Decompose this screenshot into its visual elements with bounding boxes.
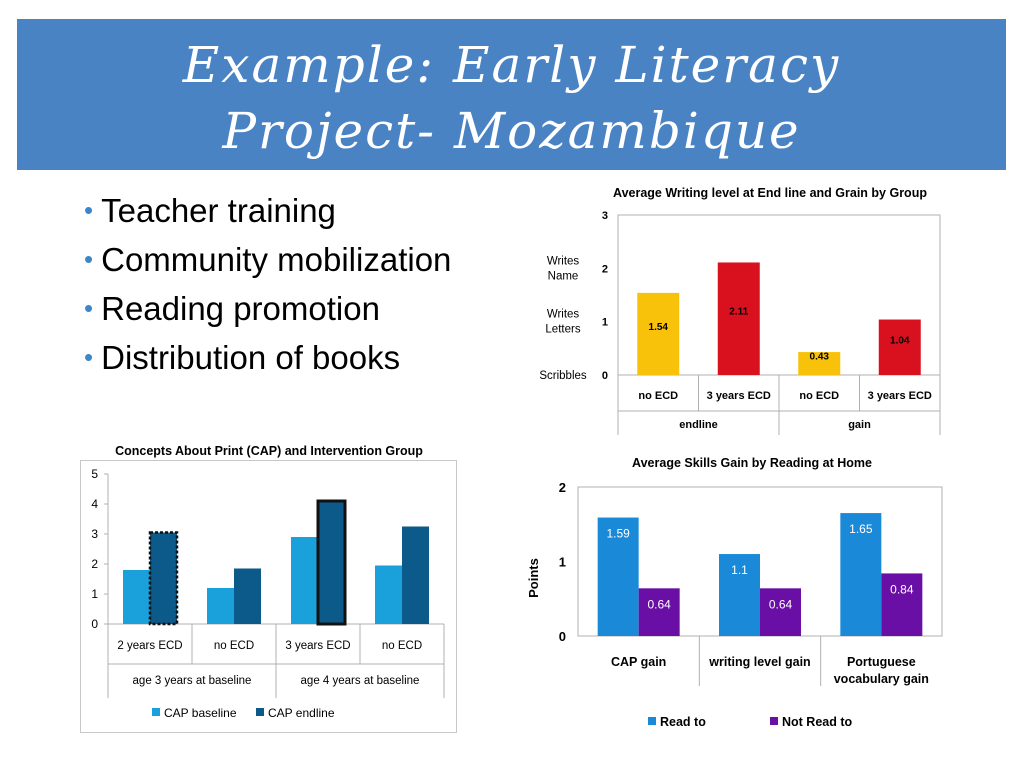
category-label: CAP gain <box>610 655 667 669</box>
data-label: 1.54 <box>648 321 668 333</box>
y-tick-label: 0 <box>558 629 566 644</box>
bar-cap-endline <box>234 569 261 625</box>
cap-chart-title: Concepts About Print (CAP) and Intervention Group <box>115 444 423 458</box>
bar-not-read-to <box>639 588 680 636</box>
bar <box>879 320 921 375</box>
skills-chart-title: Average Skills Gain by Reading at Home <box>632 456 872 470</box>
category-label: 3 years ECD <box>285 640 351 652</box>
category-label: no ECD <box>381 640 423 652</box>
category-label: 3 years ECD <box>867 390 932 402</box>
data-label: 2.11 <box>729 306 749 318</box>
bar-cap-baseline <box>291 537 318 624</box>
category-label: no ECD <box>213 640 255 652</box>
legend-label: Read to <box>660 715 706 729</box>
category-label: writing level gain <box>709 655 811 669</box>
group-label: age 3 years at baseline <box>132 675 252 687</box>
group-label: gain <box>848 419 871 431</box>
y-tick-label: 4 <box>91 497 98 511</box>
category-label: no ECD <box>638 390 679 402</box>
group-label: age 4 years at baseline <box>300 675 420 687</box>
bullet-dot-icon: • <box>84 293 94 323</box>
level-label: Letters <box>545 323 581 336</box>
y-tick-label: 0 <box>601 370 608 382</box>
bar-cap-endline <box>150 533 177 625</box>
category-label: no ECD <box>799 390 840 402</box>
slide-title-line-2: Project- Mozambique <box>222 102 801 160</box>
data-label: 0.64 <box>647 597 671 612</box>
data-label: 0.43 <box>809 351 829 363</box>
bullet-text: Reading promotion <box>101 290 380 327</box>
bullet-item <box>84 235 451 284</box>
legend-label: CAP baseline <box>164 706 237 720</box>
data-label: 1.59 <box>606 526 630 541</box>
level-label: Writes <box>546 308 580 321</box>
writing-chart-title: Average Writing level at End line and Grain by Group <box>613 186 927 200</box>
bullet-dot-icon: • <box>84 342 94 372</box>
bullet-item <box>84 333 451 382</box>
data-label: 0.84 <box>890 582 914 597</box>
bar-cap-endline <box>402 527 429 625</box>
slide-title-line-1: Example: Early Literacy <box>182 36 841 94</box>
bar-cap-baseline <box>375 566 402 625</box>
y-tick-label: 0 <box>91 617 98 631</box>
data-label: 0.64 <box>768 597 793 612</box>
cap-chart <box>80 460 458 734</box>
level-label: Name <box>547 270 579 283</box>
data-label: 1.04 <box>890 335 910 347</box>
bar-cap-baseline <box>123 570 150 624</box>
data-label: 1.1 <box>731 563 748 578</box>
title-banner <box>17 19 1006 170</box>
legend-swatch <box>648 717 656 725</box>
y-tick-label: 2 <box>558 480 566 495</box>
bullet-text: Community mobilization <box>101 241 452 278</box>
writing-level-chart <box>530 200 950 436</box>
y-axis-label: Points <box>526 558 541 598</box>
bar-not-read-to <box>760 588 801 636</box>
level-label: Writes <box>546 255 580 268</box>
level-label: Scribbles <box>539 370 587 382</box>
bar-cap-baseline <box>207 588 234 624</box>
y-tick-label: 1 <box>601 316 608 329</box>
y-tick-label: 2 <box>601 263 608 276</box>
category-label: Portuguese <box>846 655 916 669</box>
legend-label: Not Read to <box>782 715 853 729</box>
bullet-item <box>84 186 451 235</box>
y-tick-label: 3 <box>601 210 608 222</box>
category-label: 3 years ECD <box>706 390 771 402</box>
legend-swatch <box>152 708 160 716</box>
y-tick-label: 1 <box>558 554 566 570</box>
legend-swatch <box>256 708 264 716</box>
data-label: 1.65 <box>849 522 873 537</box>
bullet-item <box>84 284 451 333</box>
bullet-text: Distribution of books <box>101 339 401 376</box>
bar-cap-endline <box>318 501 345 624</box>
bullet-text: Teacher training <box>101 192 336 229</box>
bullet-dot-icon: • <box>84 244 94 274</box>
bullet-dot-icon: • <box>84 195 94 225</box>
y-tick-label: 3 <box>91 527 98 541</box>
legend-label: CAP endline <box>268 706 335 720</box>
category-label: 2 years ECD <box>117 640 183 652</box>
bullet-list <box>84 186 451 382</box>
bar <box>637 293 679 375</box>
category-label: vocabulary gain <box>833 672 929 686</box>
y-tick-label: 2 <box>91 557 98 571</box>
bar <box>718 262 760 375</box>
y-tick-label: 5 <box>91 467 98 481</box>
group-label: endline <box>679 419 718 431</box>
skills-gain-chart <box>520 470 970 740</box>
legend-swatch <box>770 717 778 725</box>
y-tick-label: 1 <box>91 587 98 601</box>
